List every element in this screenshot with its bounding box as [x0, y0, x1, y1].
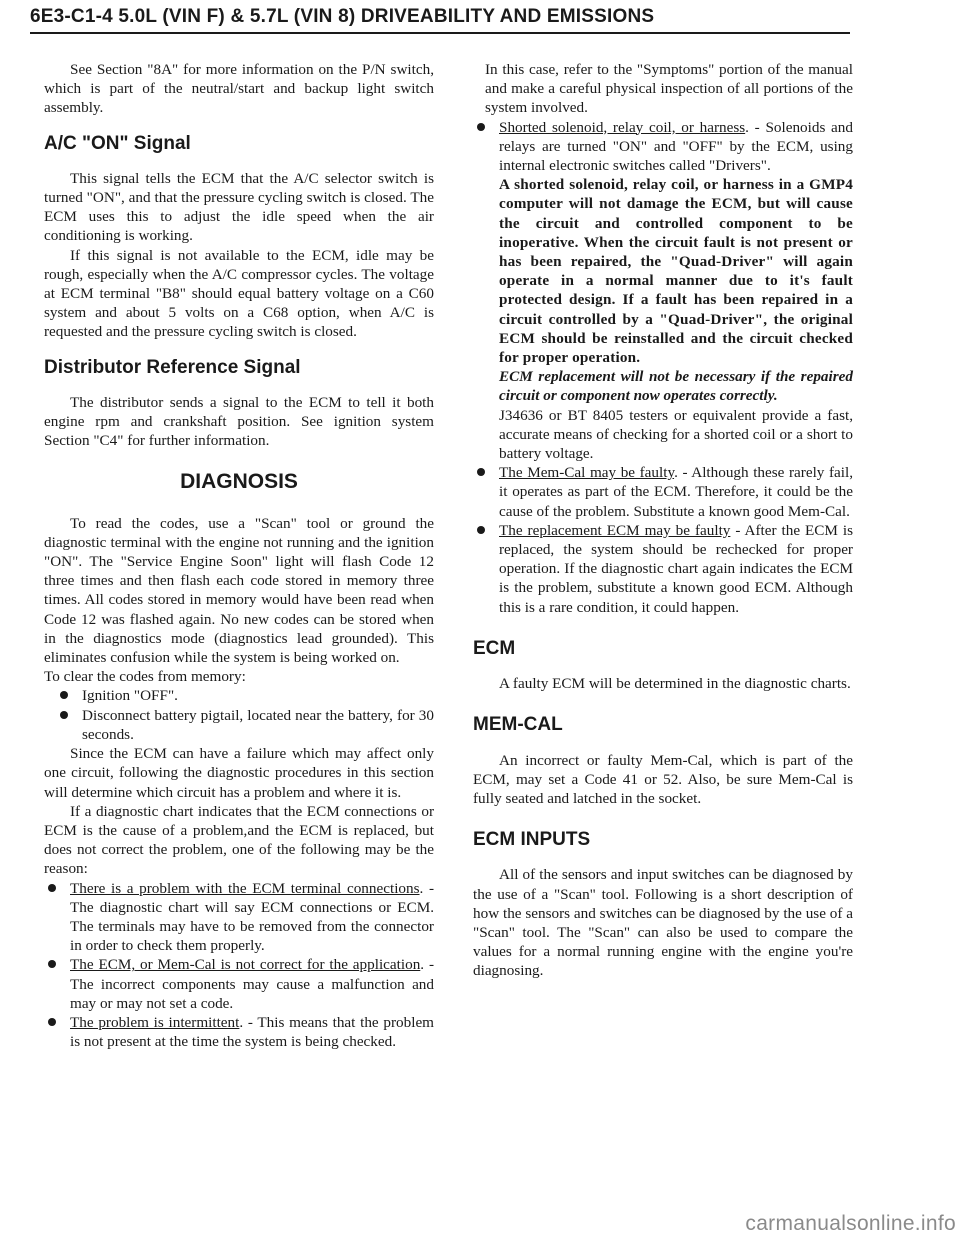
page-header: 6E3-C1-4 5.0L (VIN F) & 5.7L (VIN 8) DRIVEABILITY AND EMISSIONS: [30, 6, 850, 34]
ac-signal-paragraph-1: This signal tells the ECM that the A/C selector switch is turned "ON", and that the pressure cycling switch is closed. The ECM uses this to adjust the idle speed when the air conditioning is working.: [44, 169, 434, 245]
reason-item-3: The problem is intermittent. - This means that the problem is not present at the time the system is being checked.: [44, 1013, 434, 1051]
watermark: carmanualsonline.info: [745, 1212, 956, 1235]
clear-step-1: Ignition "OFF".: [56, 686, 434, 705]
distributor-heading: Distributor Reference Signal: [44, 356, 301, 378]
memcal-paragraph: An incorrect or faulty Mem-Cal, which is part of the ECM, may set a Code 41 or 52. Also, be sure Mem-Cal is fully seated and latched in the socket.: [473, 751, 853, 807]
bullet-icon: [48, 1018, 56, 1026]
reason-item-2: The ECM, or Mem-Cal is not correct for the application. - The incorrect components may cause a malfunction and may or may not set a code.: [44, 955, 434, 1013]
diagnosis-heading: DIAGNOSIS: [180, 470, 298, 494]
reason-item-1: There is a problem with the ECM terminal connections. - The diagnostic chart will say ECM connections or ECM. The terminals may have to be removed from the connector in order to check them properly.: [44, 879, 434, 956]
ecm-inputs-heading: ECM INPUTS: [473, 829, 591, 851]
bullet-icon: [60, 691, 68, 699]
bullet-icon: [48, 884, 56, 892]
ecm-heading: ECM: [473, 637, 516, 659]
ecm-inputs-paragraph: All of the sensors and input switches can be diagnosed by the use of a "Scan" tool. Following is a short description of how the sensors and switches can be diagnosed by the use of a "Scan" tool. The "Scan" can also be used to compare the values for a normal running engine with the engine you're diagnosing.: [473, 866, 853, 980]
testers-note: J34636 or BT 8405 testers or equivalent provide a fast, accurate means of checking for a shorted coil or a short to battery voltage.: [499, 406, 853, 463]
clear-codes-intro: To clear the codes from memory:: [44, 668, 246, 686]
memcal-faulty-item: The Mem-Cal may be faulty. - Although these rarely fail, it operates as part of the ECM. Therefore, it could be the cause of the problem. Substitute a known good Mem-Cal.: [473, 463, 853, 521]
bullet-icon: [60, 711, 68, 719]
diagnosis-paragraph: To read the codes, use a "Scan" tool or ground the diagnostic terminal with the engine not running and the ignition "ON". The "Service Engine Soon" light will flash Code 12 three times and then flash each code stored in memory three times. All codes stored in memory would have been read when Code 12 was flashed again. No new codes can be stored when in the diagnostics mode (diagnostics lead grounded). This eliminates confusion while the system is being worked on.: [44, 514, 434, 667]
bullet-icon: [477, 123, 485, 131]
shorted-warning-text: A shorted solenoid, relay coil, or harness in a GMP4 computer will not damage the ECM, but will cause the circuit and controlled component to be inoperative. When the circuit fault is not present or has been repaired, the "Quad-Driver" will again operate in a normal manner due to it's fault protected design. If a fault has been repaired in a circuit controlled by a "Quad-Driver", the original ECM should be reinstalled and the circuit checked for proper operation.: [499, 176, 853, 367]
since-paragraph: Since the ECM can have a failure which may affect only one circuit, following the diagnostic procedures in this section will determine which circuit has a problem and where it is.: [44, 745, 434, 801]
bullet-icon: [48, 960, 56, 968]
bullet-icon: [477, 526, 485, 534]
chart-indicates-paragraph: If a diagnostic chart indicates that the ECM connections or ECM is the cause of a problem,and the ECM is replaced, but does not correct the problem, one of the following may be the reason:: [44, 802, 434, 878]
shorted-replacement-note: ECM replacement will not be necessary if the repaired circuit or component now operates correctly.: [499, 368, 853, 405]
symptoms-paragraph: In this case, refer to the "Symptoms" portion of the manual and make a careful physical inspection of all portions of the system involved.: [485, 61, 853, 117]
bullet-icon: [477, 468, 485, 476]
ac-signal-heading: A/C "ON" Signal: [44, 132, 191, 154]
right-column: [473, 60, 853, 981]
clear-step-2: Disconnect battery pigtail, located near the battery, for 30 seconds.: [56, 706, 434, 744]
ac-signal-paragraph-2: If this signal is not available to the ECM, idle may be rough, especially when the A/C compressor cycles. The voltage at ECM terminal "B8" should equal battery voltage on a C60 system and about 5 volts on a C68 option, when A/C is requested and the pressure cycling switch is closed.: [44, 246, 434, 341]
memcal-heading: MEM-CAL: [473, 714, 563, 736]
distributor-paragraph: The distributor sends a signal to the ECM to tell it both engine rpm and crankshaft position. See ignition system Section "C4" for further information.: [44, 393, 434, 450]
left-column: [44, 60, 434, 1051]
intro-paragraph: See Section "8A" for more information on the P/N switch, which is part of the neutral/start and backup light switch assembly.: [44, 61, 434, 117]
ecm-paragraph: A faulty ECM will be determined in the diagnostic charts.: [499, 675, 851, 693]
replacement-ecm-item: The replacement ECM may be faulty - After the ECM is replaced, the system should be rechecked for proper operation. If the diagnostic chart again indicates the ECM is the problem, substitute a known good ECM. Although this is a rare condition, it could happen.: [473, 521, 853, 617]
shorted-item: Shorted solenoid, relay coil, or harness. - Solenoids and relays are turned "ON" and "OFF" by the ECM, using internal electronic switches called "Drivers". A shorted solenoid, relay coil, or harness in a GMP4 computer will not damage the ECM, but will cause the circuit and controlled component to be inoperative. When the circuit fault is not present or has been repaired, the "Quad-Driver" will again operate in a normal manner due to it's fault protected design. If a fault has been repaired in a circuit controlled by a "Quad-Driver", the original ECM should be reinstalled and the circuit checked for proper operation. ECM replacement will not be necessary if the repaired circuit or component now operates correctly. J34636 or BT 8405 testers or equivalent provide a fast, accurate means of checking for a shorted coil or a short to battery voltage.: [473, 118, 853, 464]
